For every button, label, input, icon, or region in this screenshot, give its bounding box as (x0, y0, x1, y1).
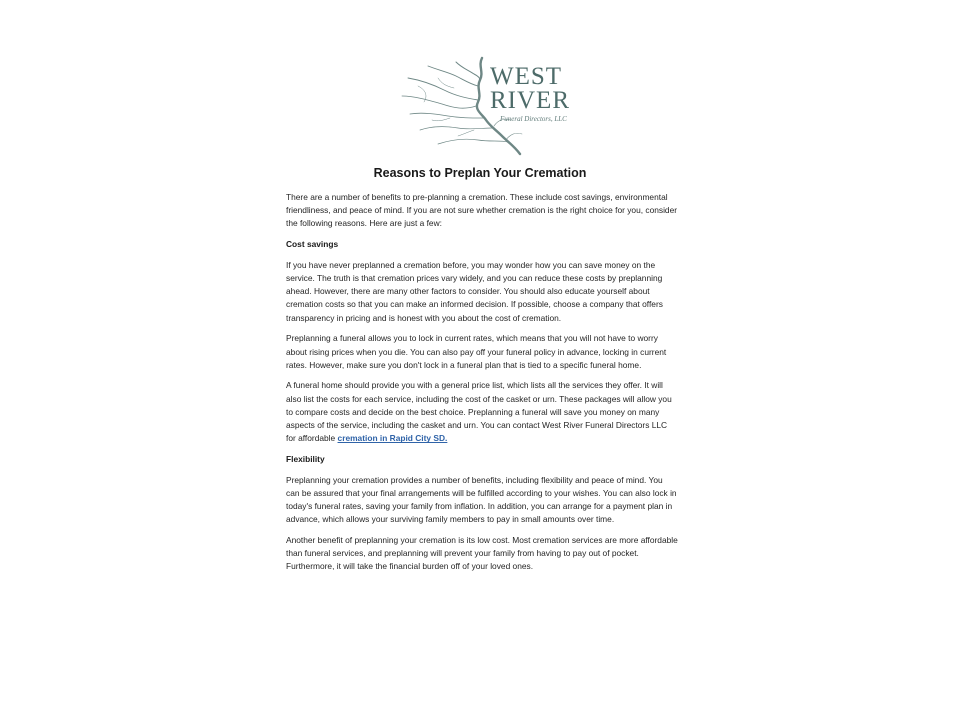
document-body (286, 191, 678, 581)
cost-savings-paragraph-3 (286, 379, 678, 445)
flexibility-paragraph-2: Another benefit of preplanning your cremation is its low cost. Most cremation services are more affordable than funeral services, and preplanning will prevent your family from having to pay out of pocket. Furthermore, it will take the financial burden off of your loved ones. (286, 534, 678, 572)
logo-word-west: WEST (490, 63, 563, 90)
document-page (228, 0, 732, 720)
section-heading-flexibility: Flexibility (286, 453, 325, 464)
cost-savings-paragraph-1: If you have never preplanned a cremation before, you may wonder how you can save money on the service. The truth is that cremation prices vary widely, and you can reduce these costs by preplanning ahead. However, there are many other factors to consider. You should also educate yourself about cremation costs so that you can make an informed decision. If possible, choose a company that offers transparency in pricing and is honest with you about the cost of cremation. (286, 259, 663, 323)
logo-subtitle: Funeral Directors, LLC (500, 115, 567, 123)
intro-paragraph: There are a number of benefits to pre-planning a cremation. These include cost savings, environmental friendliness, and peace of mind. If you are not sure whether cremation is the right choice for you, consider the following reasons. Here are just a few: (286, 192, 678, 229)
cremation-rapid-city-link[interactable]: cremation in Rapid City SD. (337, 433, 448, 444)
logo-word-river: RIVER (490, 87, 570, 114)
flexibility-paragraph-1: Preplanning your cremation provides a number of benefits, including flexibility and peace of mind. You can be assured that your final arrangements will be fulfilled according to your wishes. You can also lock in today's funeral rates, saving your family from inflation. In addition, you can arrange for a payment plan in advance, which allows your surviving family members to pay in small amounts over time. (286, 474, 677, 525)
document-title: Reasons to Preplan Your Cremation (373, 166, 587, 180)
cost-savings-paragraph-3-text: A funeral home should provide you with a general price list, which lists all the services they offer. It will also list the costs for each service, including the cost of the casket or urn. These packages will allow you to compare costs and decide on the best choice. Preplanning a funeral will save you money on many aspects of the service, including the casket and urn. You can contact West River Funeral Directors LLC for affordable (286, 380, 672, 444)
section-heading-cost-savings: Cost savings (286, 239, 339, 250)
cost-savings-paragraph-2: Preplanning a funeral allows you to lock in current rates, which means that you will not have to worry about rising prices when you die. You can also pay off your funeral policy in advance, locking in current rates. However, make sure you don't lock in a funeral plan that is tied to a specific funeral home. (286, 333, 667, 370)
company-logo (398, 56, 568, 160)
